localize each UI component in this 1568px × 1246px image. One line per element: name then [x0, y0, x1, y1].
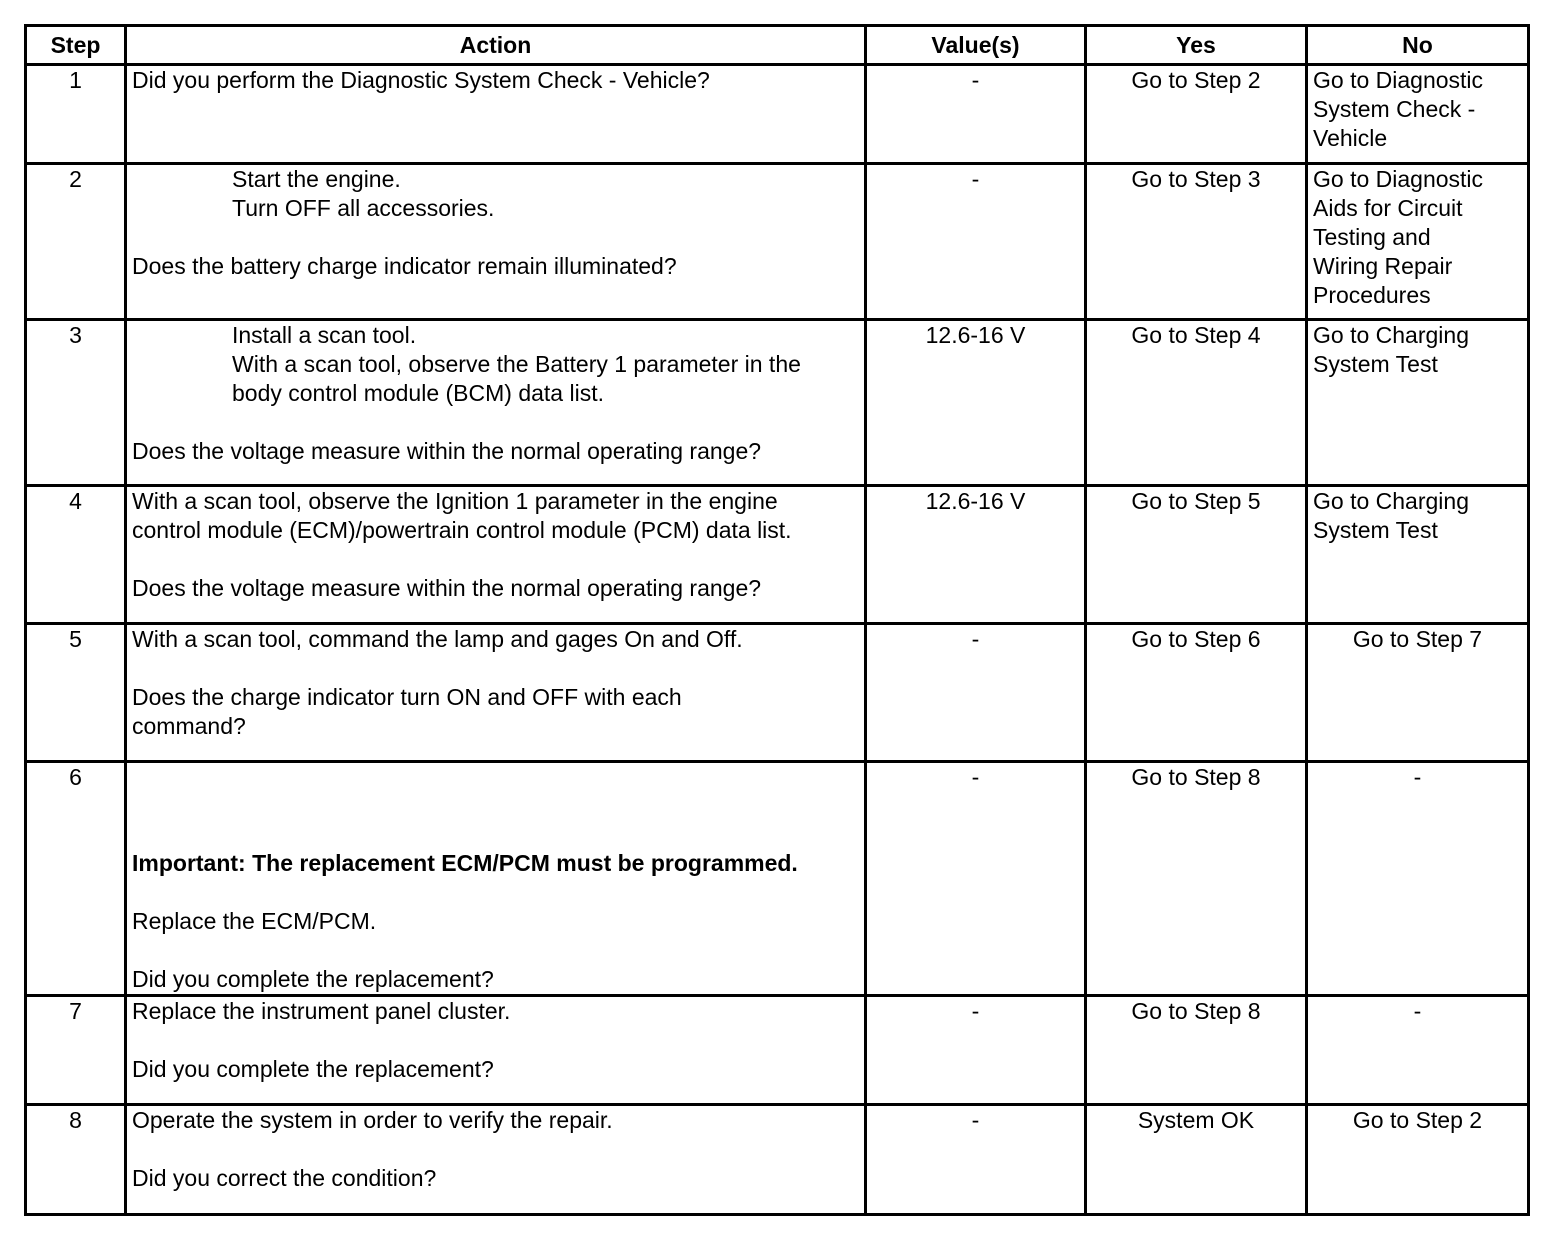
no-line: System Check - [1313, 96, 1476, 122]
action-cell [126, 762, 866, 996]
header-row [26, 26, 1529, 65]
no-cell: Go to Step 2 [1307, 1105, 1529, 1215]
action-cell [126, 624, 866, 762]
table-row [26, 486, 1529, 624]
step-number: 8 [26, 1105, 126, 1215]
action-line: control module (ECM)/powertrain control module (PCM) data list. [132, 517, 792, 543]
table-row [26, 996, 1529, 1105]
yes-cell: Go to Step 8 [1086, 762, 1307, 996]
yes-cell: Go to Step 5 [1086, 486, 1307, 624]
value-cell: - [866, 164, 1086, 320]
table-row [26, 1105, 1529, 1215]
important-note: Important: The replacement ECM/PCM must be programmed. [132, 850, 798, 876]
action-cell [126, 320, 866, 486]
table-row [26, 320, 1529, 486]
table-row [26, 624, 1529, 762]
action-step-line: With a scan tool, observe the Battery 1 parameter in the [232, 351, 801, 377]
yes-cell: Go to Step 2 [1086, 65, 1307, 164]
action-cell [126, 1105, 866, 1215]
action-step-line: body control module (BCM) data list. [232, 380, 604, 406]
no-cell: Go to Step 7 [1307, 624, 1529, 762]
spacer [132, 936, 859, 965]
spacer [132, 878, 859, 907]
action-line: With a scan tool, command the lamp and gages On and Off. [132, 626, 743, 652]
action-question: Does the battery charge indicator remain illuminated? [132, 253, 677, 279]
yes-cell: Go to Step 3 [1086, 164, 1307, 320]
diagnostic-table [24, 24, 1530, 1216]
step-number: 2 [26, 164, 126, 320]
no-cell [1307, 486, 1529, 624]
step-number: 6 [26, 762, 126, 996]
action-question: Did you complete the replacement? [132, 966, 494, 992]
table-row [26, 164, 1529, 320]
no-line: Vehicle [1313, 125, 1388, 151]
no-cell: - [1307, 996, 1529, 1105]
action-question: Did you complete the replacement? [132, 1056, 494, 1082]
value-cell: - [866, 996, 1086, 1105]
no-line: Testing and [1313, 224, 1431, 250]
yes-cell: System OK [1086, 1105, 1307, 1215]
step-number: 3 [26, 320, 126, 486]
yes-cell: Go to Step 8 [1086, 996, 1307, 1105]
no-cell [1307, 65, 1529, 164]
action-cell [126, 486, 866, 624]
no-cell [1307, 164, 1529, 320]
action-line: Replace the ECM/PCM. [132, 908, 377, 934]
action-question: Does the voltage measure within the normal operating range? [132, 575, 762, 601]
step-number: 4 [26, 486, 126, 624]
yes-cell: Go to Step 4 [1086, 320, 1307, 486]
action-step-line: Start the engine. [232, 166, 401, 192]
header-step: Step [26, 26, 126, 65]
value-cell: - [866, 762, 1086, 996]
value-cell: - [866, 65, 1086, 164]
header-yes: Yes [1086, 26, 1307, 65]
spacer [132, 1026, 859, 1055]
action-question: command? [132, 713, 246, 739]
value-cell: - [866, 624, 1086, 762]
header-values: Value(s) [866, 26, 1086, 65]
header-no: No [1307, 26, 1529, 65]
action-cell [126, 65, 866, 164]
no-line: Go to Diagnostic [1313, 67, 1484, 93]
no-line: Wiring Repair [1313, 253, 1453, 279]
no-line: Procedures [1313, 282, 1431, 308]
action-question: Did you correct the condition? [132, 1165, 437, 1191]
action-line: Replace the instrument panel cluster. [132, 998, 511, 1024]
header-action: Action [126, 26, 866, 65]
spacer [132, 654, 859, 683]
action-question: Does the voltage measure within the normal operating range? [132, 438, 762, 464]
action-line: Operate the system in order to verify the repair. [132, 1107, 613, 1133]
step-number: 1 [26, 65, 126, 164]
yes-cell: Go to Step 6 [1086, 624, 1307, 762]
no-cell: - [1307, 762, 1529, 996]
table-row [26, 65, 1529, 164]
no-cell [1307, 320, 1529, 486]
action-line: With a scan tool, observe the Ignition 1 parameter in the engine [132, 488, 778, 514]
step-number: 7 [26, 996, 126, 1105]
no-line: System Test [1313, 517, 1438, 543]
spacer [132, 223, 859, 252]
no-line: System Test [1313, 351, 1438, 377]
value-cell: 12.6-16 V [866, 486, 1086, 624]
step-number: 5 [26, 624, 126, 762]
spacer [132, 408, 859, 437]
action-cell [126, 996, 866, 1105]
value-cell: - [866, 1105, 1086, 1215]
no-line: Go to Diagnostic [1313, 166, 1484, 192]
no-line: Go to Charging [1313, 322, 1469, 348]
action-question: Does the charge indicator turn ON and OFF with each [132, 684, 682, 710]
action-question: Did you perform the Diagnostic System Check - Vehicle? [132, 67, 710, 93]
spacer [132, 1135, 859, 1164]
action-cell [126, 164, 866, 320]
spacer [132, 545, 859, 574]
action-step-line: Install a scan tool. [232, 322, 417, 348]
table-row [26, 762, 1529, 996]
action-step-line: Turn OFF all accessories. [232, 195, 495, 221]
value-cell: 12.6-16 V [866, 320, 1086, 486]
no-line: Aids for Circuit [1313, 195, 1463, 221]
no-line: Go to Charging [1313, 488, 1469, 514]
